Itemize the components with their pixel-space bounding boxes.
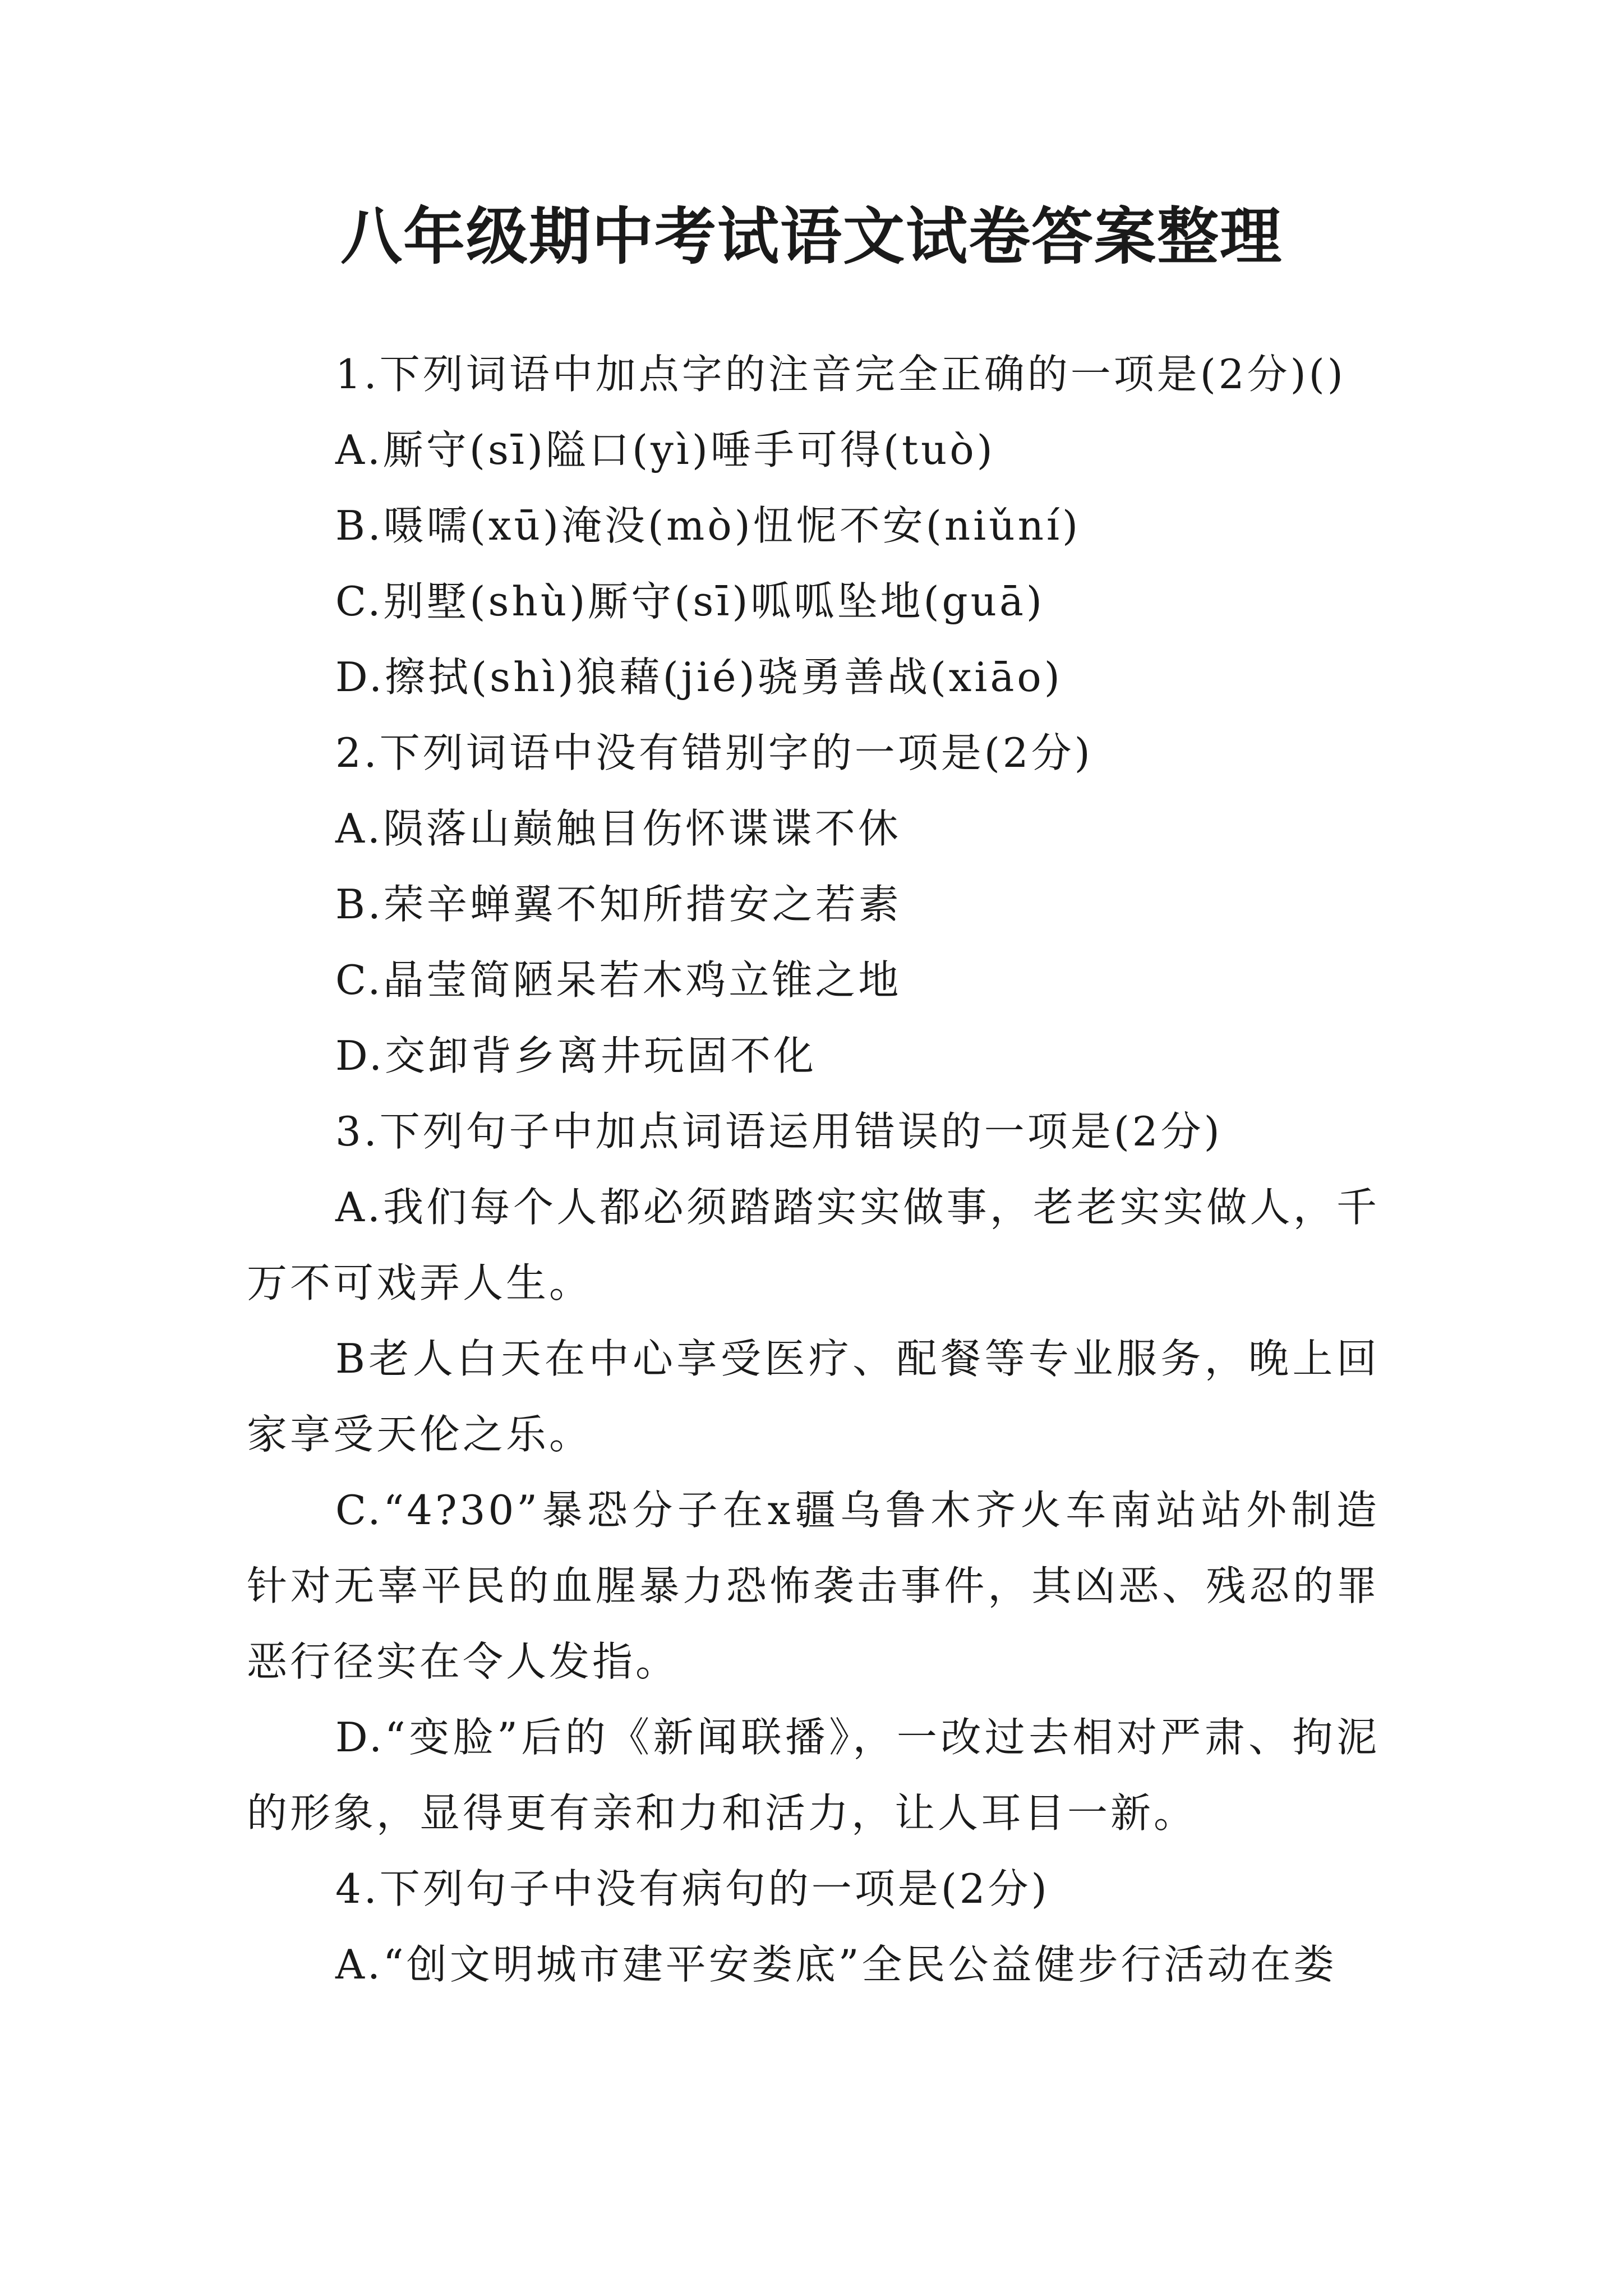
question-3-option-c: C.“4?30”暴恐分子在x疆乌鲁木齐火车南站站外制造针对无辜平民的血腥暴力恐怖袭击事件，其凶恶、残忍的罪恶行径实在令人发指。 [247,1487,1380,1685]
question-2-option-b: B.荣辛蝉翼不知所措安之若素 [335,881,902,928]
question-3-stem: 3.下列句子中加点词语运用错误的一项是(2分) [335,1108,1223,1155]
question-3-option-a: A.我们每个人都必须踏踏实实做事，老老实实做人，千万不可戏弄人生。 [247,1184,1380,1306]
question-4-option-a: A.“创文明城市建平安娄底”全民公益健步行活动在娄 [335,1941,1337,1988]
question-4-stem: 4.下列句子中没有病句的一项是(2分) [335,1865,1050,1912]
question-1-option-c: C.别墅(shù)厮守(sī)呱呱坠地(guā) [335,578,1045,625]
question-2-option-a: A.陨落山巅触目伤怀谍谍不休 [335,805,901,852]
question-2-stem: 2.下列词语中没有错别字的一项是(2分) [335,729,1093,776]
document-title: 八年级期中考试语文试卷答案整理 [340,200,1283,273]
question-2-option-d: D.交卸背乡离井玩固不化 [335,1032,817,1079]
question-1-option-b: B.嗫嚅(xū)淹没(mò)忸怩不安(niǔní) [335,502,1081,549]
question-3-option-d: D.“变脸”后的《新闻联播》，一改过去相对严肃、拘泥的形象，显得更有亲和力和活力，让人耳目一新。 [247,1714,1380,1837]
document-body [247,337,1380,2003]
question-1-option-d: D.擦拭(shì)狼藉(jié)骁勇善战(xiāo) [335,654,1063,701]
question-3-option-b: B老人白天在中心享受医疗、配餐等专业服务，晚上回家享受天伦之乐。 [247,1335,1380,1458]
question-1-stem: 1.下列词语中加点字的注音完全正确的一项是(2分)() [335,351,1346,398]
question-2-option-c: C.晶莹简陋呆若木鸡立锥之地 [335,956,902,1004]
question-1-option-a: A.厮守(sī)隘口(yì)唾手可得(tuò) [335,426,995,473]
